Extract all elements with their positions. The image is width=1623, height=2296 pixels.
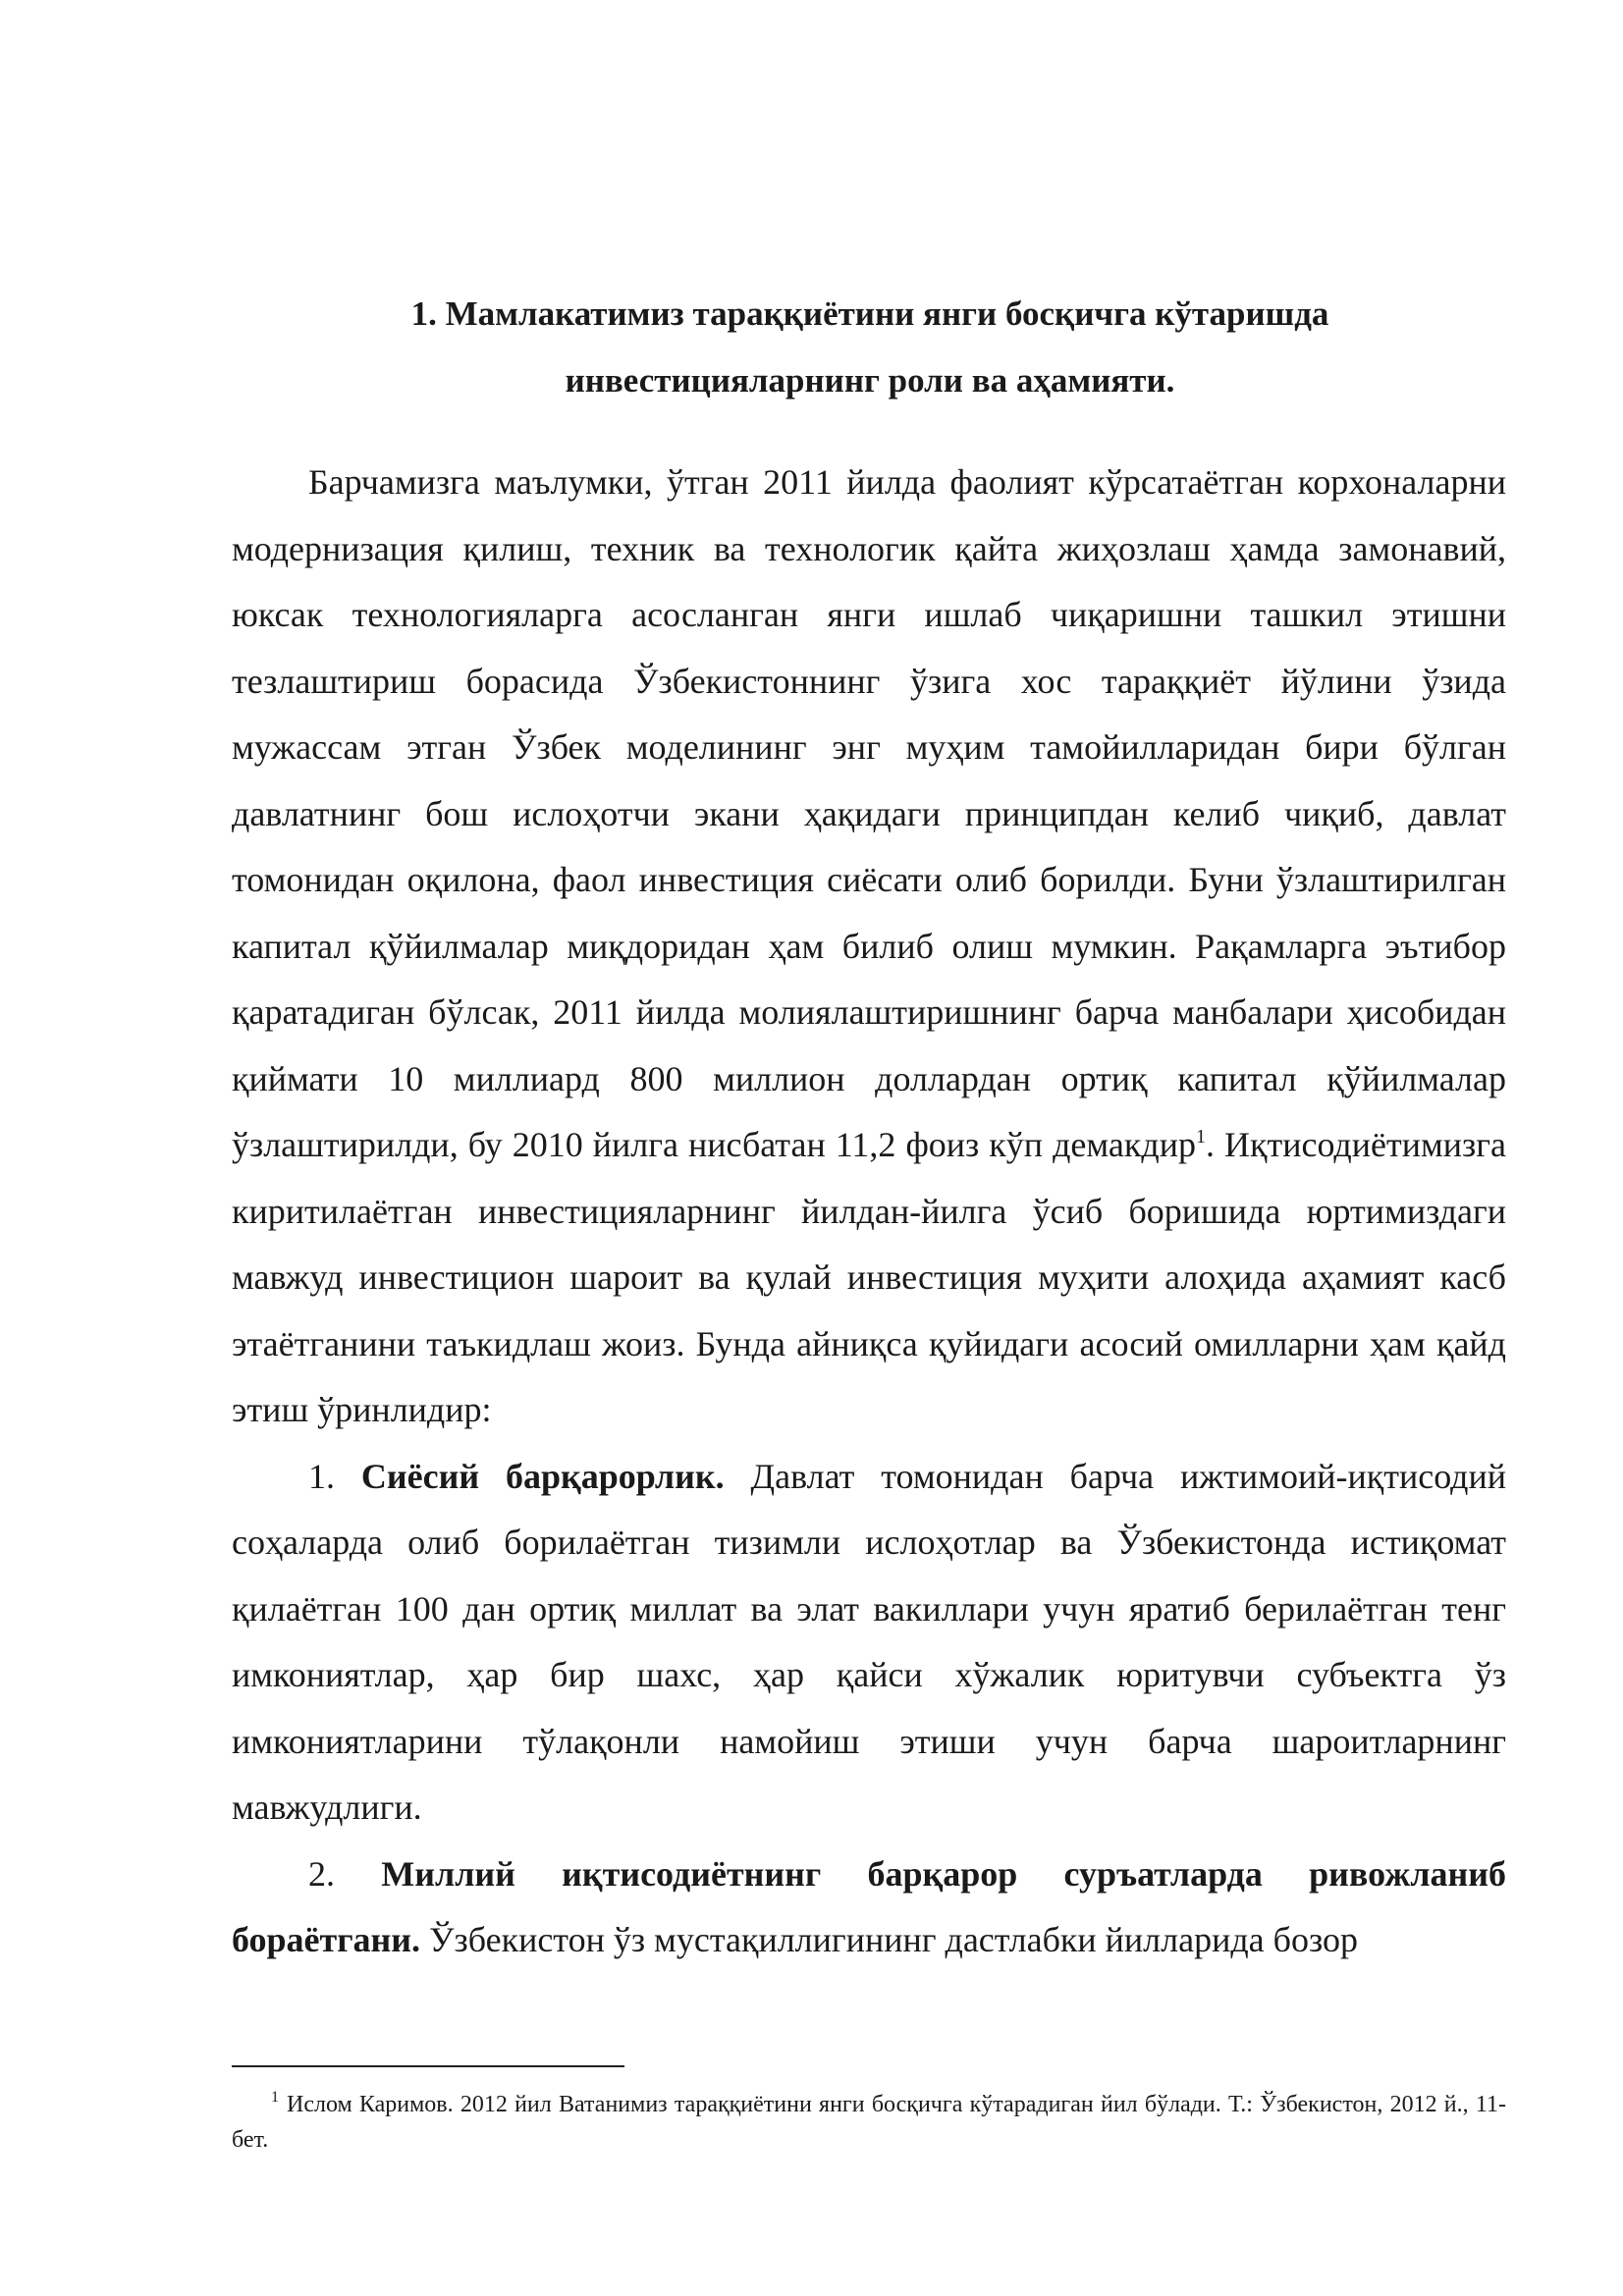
body-text xyxy=(232,450,1506,1974)
paragraph-intro-text-1: Барчамизга маълумки, ўтган 2011 йилда фаолият кўрсатаётган корхоналарни модернизация қилиш, техник ва технологик қайта жиҳозлаш ҳамда замонавий, юксак технологияларга асосланган янги ишлаб чиқаришни ташкил этишни тезлаштириш борасида Ўзбекистоннинг ўзига хос тараққиёт йўлини ўзида мужассам этган Ўзбек моделининг энг муҳим тамойилларидан бири бўлган давлатнинг бош ислоҳотчи экани ҳақидаги принципдан келиб чиқиб, давлат томонидан оқилона, фаол инвестиция сиёсати олиб борилди. Буни ўзлаштирилган капитал қўйилмалар миқдоридан ҳам билиб олиш мумкин. Рақамларга эътибор қаратадиган бўлсак, 2011 йилда молиялаштиришнинг барча манбалари ҳисобидан қиймати 10 миллиард 800 миллион доллардан ортиқ капитал қўйилмалар ўзлаштирилди, бу 2010 йилга нисбатан 11,2 фоиз кўп демакдир xyxy=(232,462,1506,1164)
list-item-text: Ўзбекистон ўз мустақиллигининг дастлабки йилларида бозор xyxy=(429,1920,1358,1959)
paragraph-intro xyxy=(232,450,1506,1444)
list-item-political-stability xyxy=(232,1444,1506,1842)
footnote-marker: 1 xyxy=(271,2089,279,2106)
list-item-economic-growth xyxy=(232,1842,1506,1974)
list-item-number: 2. xyxy=(308,1853,335,1894)
section-heading xyxy=(232,281,1508,414)
footnote xyxy=(232,2087,1506,2158)
list-item-title: Сиёсий барқарорлик. xyxy=(360,1456,725,1496)
footnote-text: Ислом Каримов. 2012 йил Ватанимиз тараққиётини янги босқичга кўтарадиган йил бўлади. Т.: Ўзбекистон, 2012 й., 11-бет. xyxy=(232,2092,1506,2153)
list-item-title: Миллий иқтисодиётнинг барқарор суръатларда ривожланиб бораётгани. xyxy=(232,1853,1507,1959)
footnote-divider xyxy=(232,2065,624,2067)
footnote-paragraph xyxy=(232,2087,1506,2158)
heading-line-1: 1. Мамлакатимиз тараққиётини янги босқичга кўтаришда xyxy=(410,294,1329,333)
list-item-number: 1. xyxy=(308,1456,335,1496)
list-item-text: Давлат томонидан барча ижтимоий-иқтисодий соҳаларда олиб борилаётган тизимли ислоҳотлар ва Ўзбекистонда истиқомат қилаётган 100 дан ортиқ миллат ва элат вакиллари учун яратиб берилаётган тенг имкониятлар, ҳар бир шахс, ҳар қайси хўжалик юритувчи субъектга ўз имкониятларини тўлақонли намойиш этиши учун барча шароитларнинг мавжудлиги. xyxy=(232,1456,1507,1827)
footnote-reference: 1 xyxy=(1195,1126,1206,1148)
paragraph-intro-text-2: . Иқтисодиётимизга киритилаётган инвестицияларнинг йилдан-йилга ўсиб боришида юртимиздаги мавжуд инвестицион шароит ва қулай инвестиция муҳити алоҳида аҳамият касб этаётганини таъкидлаш жоиз. Бунда айниқса қуйидаги асосий омилларни ҳам қайд этиш ўринлидир: xyxy=(232,1125,1506,1429)
heading-line-2: инвестицияларнинг роли ва аҳамияти. xyxy=(565,361,1175,400)
